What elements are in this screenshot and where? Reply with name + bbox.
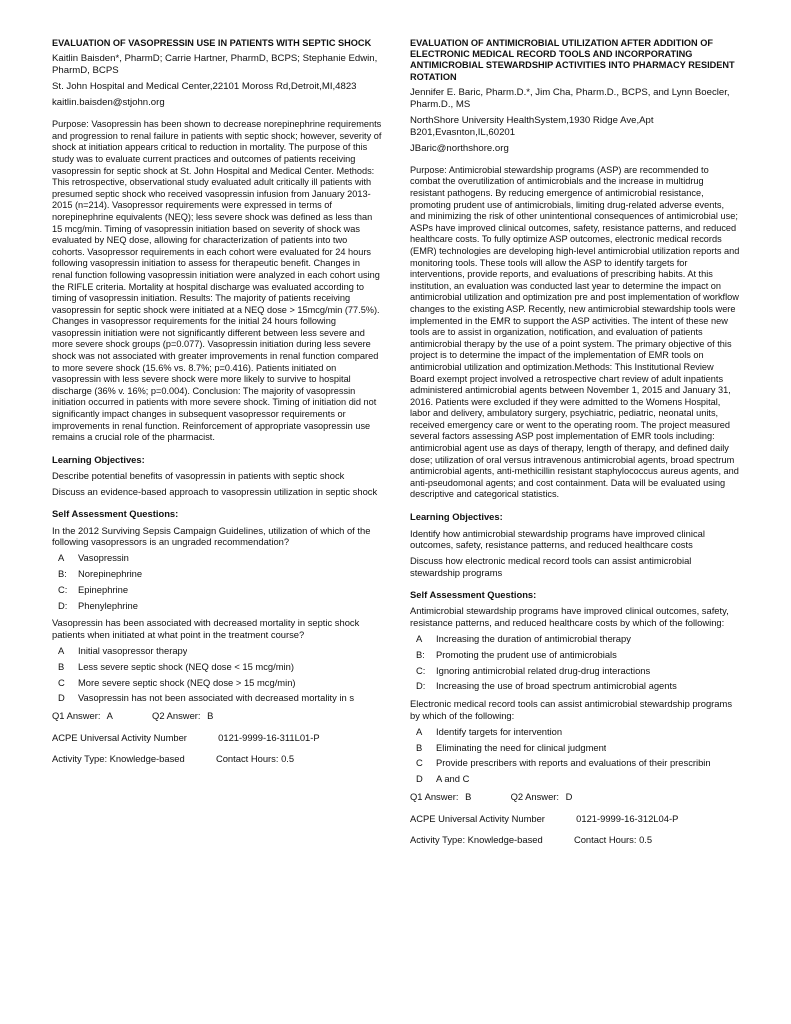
option-letter: B: — [58, 568, 67, 579]
option-letter: D: — [416, 680, 426, 692]
article-title: EVALUATION OF VASOPRESSIN USE IN PATIENTS WITH SEPTIC SHOCK — [52, 38, 372, 48]
question-2-options — [410, 726, 740, 785]
option-letter: D — [58, 692, 65, 704]
activity-line — [52, 753, 382, 765]
learning-objectives-heading: Learning Objectives: — [52, 453, 145, 465]
question-1: Antimicrobial stewardship programs have improved clinical outcomes, safety, resistance patterns, and reduced healthcare costs by which of the following: — [410, 605, 729, 629]
option-text: Initial vasopressor therapy — [78, 644, 188, 656]
contact-hours: Contact Hours: 0.5 — [573, 834, 653, 846]
question-1-options — [52, 552, 382, 611]
option-text: Eliminating the need for clinical judgment — [436, 741, 607, 753]
option — [52, 552, 382, 564]
option — [52, 677, 382, 689]
option — [52, 645, 382, 657]
q2-answer-label: Q2 Answer: — [510, 790, 560, 802]
q1-answer-label: Q1 Answer: — [52, 710, 101, 722]
option — [410, 633, 740, 645]
option-letter: C — [416, 757, 423, 769]
acpe-label: ACPE Universal Activity Number — [410, 812, 545, 824]
left-article — [52, 38, 382, 775]
option — [52, 600, 382, 612]
option-letter: A — [416, 725, 423, 737]
option-text: Epinephrine — [78, 583, 129, 595]
option — [410, 726, 740, 738]
q1-answer-label: Q1 Answer: — [410, 790, 459, 802]
activity-line — [410, 834, 740, 846]
article-abstract: Purpose: Antimicrobial stewardship programs (ASP) are recommended to combat the overutilization of antimicrobials and the increase in multidrug resistant pathogens. By reducing emergence of antimicrobial resistance, promoting prudent use of antimicrobials, limiting drug-related adverse events, and minimizing the risk of other unintentional consequences of antimicrobial use; ASPs have improved clinical outcomes, safety, resistance patterns, and reduced healthcare costs. To fully optimize ASP outcomes, electronic medical records (EMR) technologies are developing high-level antimicrobial utilization reports and monitoring tools. These tools will allow the ASP to identify targets for interventions, provide reports, and evaluations of prescribing habits. At this institution, an evaluation was conducted last year to determine the impact on antimicrobial utilization and optimization pre and post implementation of workflow changes to the existing ASP. Recently, new antimicrobial stewardship tools were implemented in the EMR to support the ASP activities. The intent of these new tools are to assist in organization, notification, and evaluation of patients antimicrobial therapy by the use of a point system. The primary objective of this project is to determine the impact of the implementation of EMR tools on antimicrobial utilization and optimization.Methods: This Institutional Review Board exempt project involved a retrospective chart review of adult inpatients administered antimicrobial agents between November 1, 2015 and January 31, 2016. Patients were excluded if they were admitted to the Womens Hospital, labor and delivery, ambulatory surgery, psychiatric, pediatric, neonatal units, received emergency care or went to the operating room. The project measured several factors assessing ASP post implementation of EMR tools including: antimicrobial agent use as days of therapy, length of therapy, and defined daily dose; utilization of oral versus intravenous antimicrobial agents, broad spectrum antimicrobial agents, anti-methicillin resistant staphylococcus aureus agents, and anti-pseudomonal agents; and cost containment. Data will be evaluated using descriptive and categorical statistics. — [410, 164, 740, 500]
learning-objective: Identify how antimicrobial stewardship programs have improved clinical outcomes, safety, resistance patterns, and reduced healthcare costs — [410, 527, 705, 551]
right-article — [410, 38, 740, 856]
option-text: Promoting the prudent use of antimicrobials — [436, 648, 617, 660]
acpe-label: ACPE Universal Activity Number — [52, 731, 187, 743]
option-letter: B: — [416, 648, 425, 660]
q2-answer-label: Q2 Answer: — [152, 710, 201, 722]
acpe-number: 0121-9999-16-311L01-P — [218, 731, 320, 743]
q2-answer: D — [565, 790, 573, 802]
option-text: A and C — [436, 773, 470, 785]
option — [410, 680, 740, 692]
activity-type: Activity Type: Knowledge-based — [410, 834, 543, 846]
acpe-number: 0121-9999-16-312L04-P — [576, 812, 679, 824]
learning-objectives-heading: Learning Objectives: — [410, 511, 503, 523]
article-title: EVALUATION OF ANTIMICROBIAL UTILIZATION AFTER ADDITION OF ELECTRONIC MEDICAL RECORD TOOLS AND INCORPORATING ANTIMICROBIAL STEWARDSHIP ACTIVITIES INTO PHARMACY RESIDENT ROTATION — [410, 38, 735, 82]
q2-answer: B — [207, 710, 214, 722]
option — [52, 568, 382, 580]
option-text: Less severe septic shock (NEQ dose < 15 mcg/min) — [78, 660, 294, 672]
option-letter: D — [416, 773, 423, 785]
question-2: Electronic medical record tools can assist antimicrobial stewardship programs by which of the following: — [410, 698, 733, 721]
article-email: JBaric@northshore.org — [410, 142, 509, 154]
option-letter: A — [416, 633, 423, 644]
option-text: Norepinephrine — [78, 568, 143, 579]
article-authors: Kaitlin Baisden*, PharmD; Carrie Hartner, PharmD, BCPS; Stephanie Edwin, PharmD, BCPS — [52, 53, 378, 77]
option — [410, 742, 740, 754]
article-authors: Jennifer E. Baric, Pharm.D.*, Jim Cha, Pharm.D., BCPS, and Lynn Boecler, Pharm.D., MS — [410, 86, 730, 110]
q1-answer: B — [465, 790, 472, 802]
option-letter: A — [58, 552, 65, 564]
option-text: Provide prescribers with reports and evaluations of their prescribin — [436, 757, 711, 769]
option-letter: C: — [58, 583, 68, 595]
option-letter: C: — [416, 664, 426, 676]
question-2-options — [52, 645, 382, 704]
option-text: Phenylephrine — [78, 599, 138, 611]
option-text: Ignoring antimicrobial related drug-drug interactions — [436, 664, 651, 676]
self-assessment-heading: Self Assessment Questions: — [52, 508, 179, 520]
option-letter: D: — [58, 599, 68, 611]
option-text: Increasing the use of broad spectrum antimicrobial agents — [436, 680, 677, 692]
question-2: Vasopressin has been associated with decreased mortality in septic shock patients when initiated at what point in the treatment course? — [52, 617, 360, 641]
answers-line — [52, 710, 382, 722]
option — [52, 692, 382, 704]
learning-objective: Describe potential benefits of vasopressin in patients with septic shock — [52, 470, 345, 482]
option — [410, 649, 740, 661]
activity-type: Activity Type: Knowledge-based — [52, 753, 185, 765]
option — [52, 661, 382, 673]
article-affiliation: St. John Hospital and Medical Center,22101 Moross Rd,Detroit,MI,4823 — [52, 81, 357, 93]
article-affiliation: NorthShore University HealthSystem,1930 Ridge Ave,Apt B201,Evasnton,IL,60201 — [410, 114, 654, 138]
article-email: kaitlin.baisden@stjohn.org — [52, 97, 165, 109]
option-letter: B — [416, 741, 423, 753]
acpe-line — [410, 813, 740, 825]
option — [410, 773, 740, 785]
question-1: In the 2012 Surviving Sepsis Campaign Guidelines, utilization of which of the following vasopressors is an ungraded recommendation? — [52, 524, 371, 548]
option-letter: C — [58, 676, 65, 688]
option-letter: B — [58, 660, 65, 672]
option-text: Vasopressin has not been associated with decreased mortality in s — [78, 692, 355, 704]
option-text: Vasopressin — [78, 552, 129, 564]
q1-answer: A — [106, 710, 113, 722]
answers-line — [410, 791, 740, 803]
option — [410, 757, 740, 769]
option-letter: A — [58, 644, 65, 656]
learning-objective: Discuss an evidence-based approach to vasopressin utilization in septic shock — [52, 486, 378, 498]
question-1-options — [410, 633, 740, 692]
option-text: Increasing the duration of antimicrobial therapy — [436, 633, 631, 644]
option — [410, 665, 740, 677]
learning-objective: Discuss how electronic medical record tools can assist antimicrobial stewardship programs — [410, 555, 692, 579]
self-assessment-heading: Self Assessment Questions: — [410, 588, 537, 600]
contact-hours: Contact Hours: 0.5 — [215, 753, 295, 765]
option — [52, 584, 382, 596]
option-text: Identify targets for intervention — [436, 725, 563, 737]
article-abstract: Purpose: Vasopressin has been shown to decrease norepinephrine requirements and progression to renal failure in patients with septic shock; however, severity of shock at initiation appears critical to reduction in mortality. The purpose of this study was to evaluate current practices and outcomes of patients receiving vasopressin for septic shock at St. John Hospital and Medical Center. Methods: This retrospective, observational study evaluated adult critically ill patients with presumed septic shock who received vasopressin infusion from January 2013-2015 (n=214). Vasopressor requirements were expressed in terms of norepinephrine equivalents (NEQ); less severe shock was defined as less than 15 mcg/min. Timing of vasopressin initiation based on severity of shock was evaluated by NEQ dose, allowing for characterization of patients into two cohorts. Vasopressor requirements in each cohort were evaluated for 24 hours following vasopressin initiation to assess for therapeutic benefit. Changes in renal function following vasopressin initiation were analyzed in each cohort using the RIFLE criteria. Mortality at hospital discharge was evaluated according to timing of vasopressin initiation. Results: The majority of patients receiving vasopressin for septic shock were initiated at a NEQ dose > 15mcg/min (77.5%). Changes in vasopressor requirements for the initial 24 hours following vasopressin initiation were not significantly different between less severe and more severe shock groups (p=0.077). Vasopressin initiation during less severe shock was not associated with greater improvements in renal function compared to more severe shock (15.6% vs. 8.7%; p=0.416). Patients initiated on vasopressin with less severe shock were more likely to survive to hospital discharge (36% v. 16%; p=0.004). Conclusion: The majority of vasopressin initiation occurred in patients with more severe shock. Timing of initiation did not significantly impact changes in subsequent vasopressor requirements or improvements in renal function. Reinforcement of appropriate vasopressin use remains a crucial role of the pharmacist. — [52, 119, 382, 443]
option-text: More severe septic shock (NEQ dose > 15 mcg/min) — [78, 676, 296, 688]
acpe-line — [52, 732, 382, 744]
